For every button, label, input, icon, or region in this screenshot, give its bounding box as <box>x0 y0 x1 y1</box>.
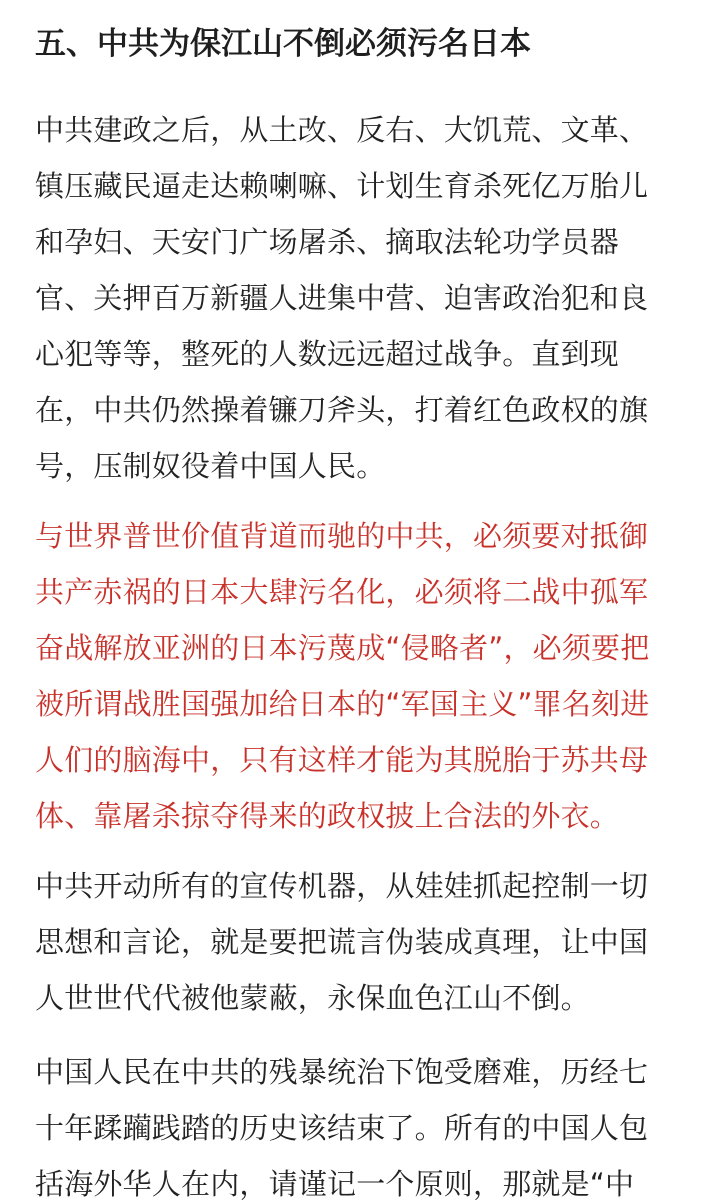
paragraph-3-line: 中共开动所有的宣传机器，从娃娃抓起控制一切 <box>35 869 649 903</box>
paragraph-3-line: 思想和言论，就是要把谎言伪装成真理，让中国 <box>35 925 649 959</box>
paragraph-2-highlighted <box>35 508 675 844</box>
paragraph-1-line: 心犯等等，整死的人数远远超过战争。直到现 <box>35 337 620 371</box>
paragraph-2-line: 人们的脑海中，只有这样才能为其脱胎于苏共母 <box>35 743 649 777</box>
paragraph-1 <box>35 102 675 494</box>
paragraph-1-line: 和孕妇、天安门广场屠杀、摘取法轮功学员器 <box>35 225 620 259</box>
paragraph-4-line: 括海外华人在内，请谨记一个原则，那就是“中 <box>35 1167 635 1200</box>
paragraph-2-line: 被所谓战胜国强加给日本的“军国主义”罪名刻进 <box>35 687 650 721</box>
paragraph-3 <box>35 858 675 1026</box>
paragraph-4-line: 十年蹂躏践踏的历史该结束了。所有的中国人包 <box>35 1111 649 1145</box>
paragraph-4-line: 中国人民在中共的残暴统治下饱受磨难，历经七 <box>35 1055 649 1089</box>
paragraph-3-line: 人世世代代被他蒙蔽，永保血色江山不倒。 <box>35 981 590 1015</box>
paragraph-1-line: 官、关押百万新疆人进集中营、迫害政治犯和良 <box>35 281 649 315</box>
paragraph-1-line: 在，中共仍然操着镰刀斧头，打着红色政权的旗 <box>35 393 649 427</box>
paragraph-2-line: 共产赤祸的日本大肆污名化，必须将二战中孤军 <box>35 575 649 609</box>
paragraph-1-line: 号，压制奴役着中国人民。 <box>35 449 386 483</box>
section-heading: 五、中共为保江山不倒必须污名日本 <box>35 26 531 62</box>
paragraph-1-line: 中共建政之后，从土改、反右、大饥荒、文革、 <box>35 113 649 147</box>
paragraph-2-line: 奋战解放亚洲的日本污蔑成“侵略者”，必须要把 <box>35 631 650 665</box>
paragraph-2-line: 与世界普世价值背道而驰的中共，必须要对抵御 <box>35 519 649 553</box>
paragraph-4 <box>35 1044 675 1200</box>
paragraph-1-line: 镇压藏民逼走达赖喇嘛、计划生育杀死亿万胎儿 <box>35 169 649 203</box>
paragraph-2-line: 体、靠屠杀掠夺得来的政权披上合法的外衣。 <box>35 799 620 833</box>
